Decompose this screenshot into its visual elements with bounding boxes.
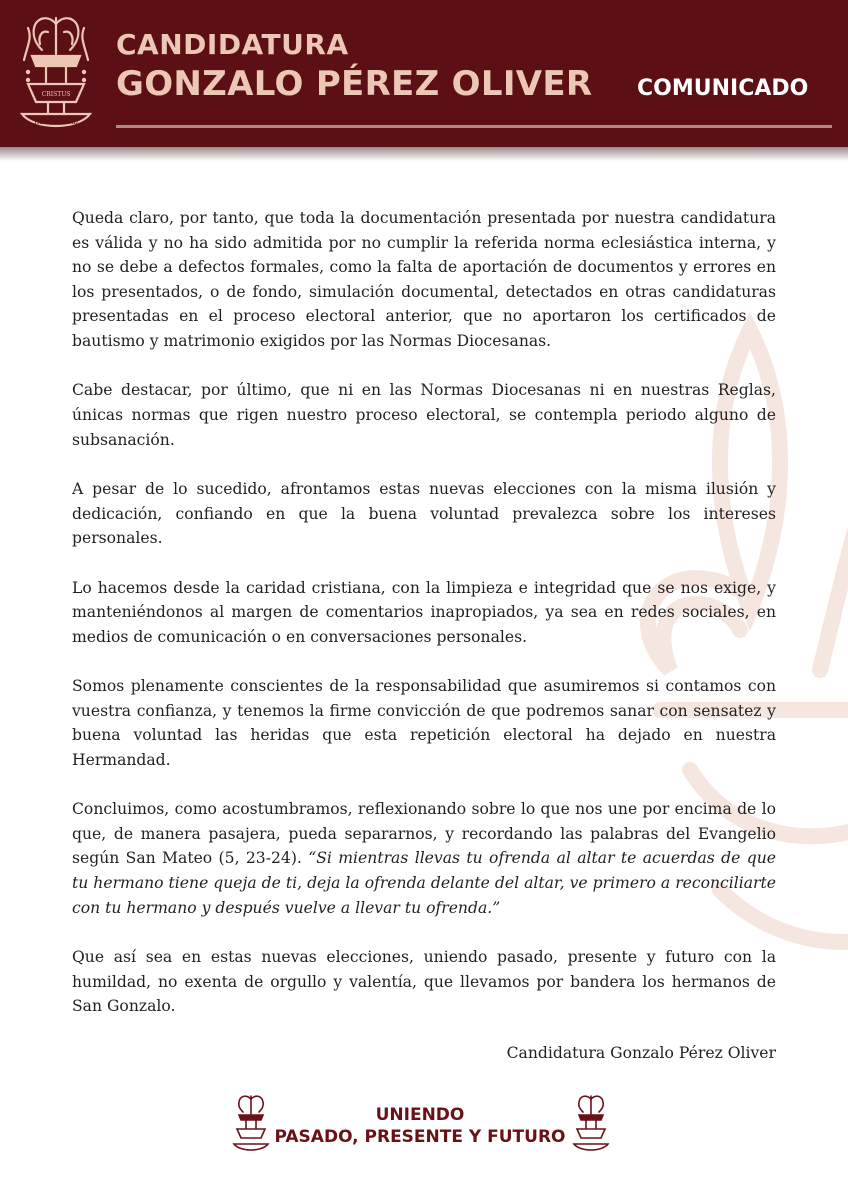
paragraph-6 — [72, 797, 776, 920]
paragraph-5: Somos plenamente conscientes de la responsabilidad que asumiremos si contamos con vuestra confianza, y tenemos la firme convicción de que podremos sanar con sensatez y buena voluntad las heridas que esta repetición electoral ha dejado en nuestra Hermandad. — [72, 677, 776, 769]
slogan-line-2: PASADO, PRESENTE Y FUTURO — [274, 1127, 566, 1147]
document-type-label: COMUNICADO — [637, 76, 809, 101]
fountain-emblem-icon — [18, 14, 94, 132]
footer-slogan — [270, 1104, 570, 1148]
header-shadow — [0, 147, 848, 161]
fountain-emblem-icon — [572, 1094, 610, 1152]
paragraph-2: Cabe destacar, por último, que ni en las Normas Diocesanas ni en nuestras Reglas, únicas normas que rigen nuestro proceso electoral, se contempla periodo alguno de subsanación. — [72, 381, 776, 449]
title-line-2: GONZALO PÉREZ OLIVER — [116, 64, 593, 104]
slogan-line-1: UNIENDO — [375, 1105, 465, 1125]
paragraph-7: Que así sea en estas nuevas elecciones, uniendo pasado, presente y futuro con la humildad, no exenta de orgullo y valentía, que llevamos por bandera los hermanos de San Gonzalo. — [72, 948, 776, 1016]
paragraph-4: Lo hacemos desde la caridad cristiana, con la limpieza e integridad que se nos exige, y manteniéndonos al margen de comentarios inapropiados, ya sea en redes sociales, en medios de comunicación o en conversaciones personales. — [72, 578, 776, 646]
paragraph-1: Queda claro, por tanto, que toda la documentación presentada por nuestra candidatura es válida y no ha sido admitida por no cumplir la referida norma eclesiástica interna, y no se debe a defectos formales, como la falta de aportación de documentos y errores en los presentados, o de fondo, simulación documental, detectados en otras candidaturas presentadas en el proceso electoral anterior, que no aportaron los certificados de bautismo y matrimonio exigidos por las Normas Diocesanas. — [72, 209, 776, 350]
paragraph-3: A pesar de lo sucedido, afrontamos estas nuevas elecciones con la misma ilusión y dedicación, confiando en que la buena voluntad prevalezca sobre los intereses personales. — [72, 479, 776, 548]
logo-text-top: CRISTUS — [41, 91, 71, 98]
signature: Candidatura Gonzalo Pérez Oliver — [506, 1044, 776, 1062]
logo-text-bottom: HERMANDAD — [34, 119, 78, 126]
communique-body — [72, 206, 776, 1044]
title-line-1: CANDIDATURA — [116, 28, 349, 61]
gospel-quote: “Si mientras llevas tu ofrenda al altar te acuerdas de que tu hermano tiene queja de ti, deja la ofrenda delante del altar, ve primero a reconciliarte con tu hermano y después vuelve a llevar tu ofrenda.” — [72, 849, 776, 917]
header-divider — [116, 125, 832, 128]
header-banner — [0, 0, 848, 147]
paragraph-6-text: Concluimos, como acostumbramos, reflexionando sobre lo que nos une por encima de lo que, de manera pasajera, pueda separarnos, y recordando las palabras del Evangelio según San Mateo (5, 23-24). — [72, 800, 776, 868]
fountain-emblem-icon — [232, 1094, 270, 1152]
